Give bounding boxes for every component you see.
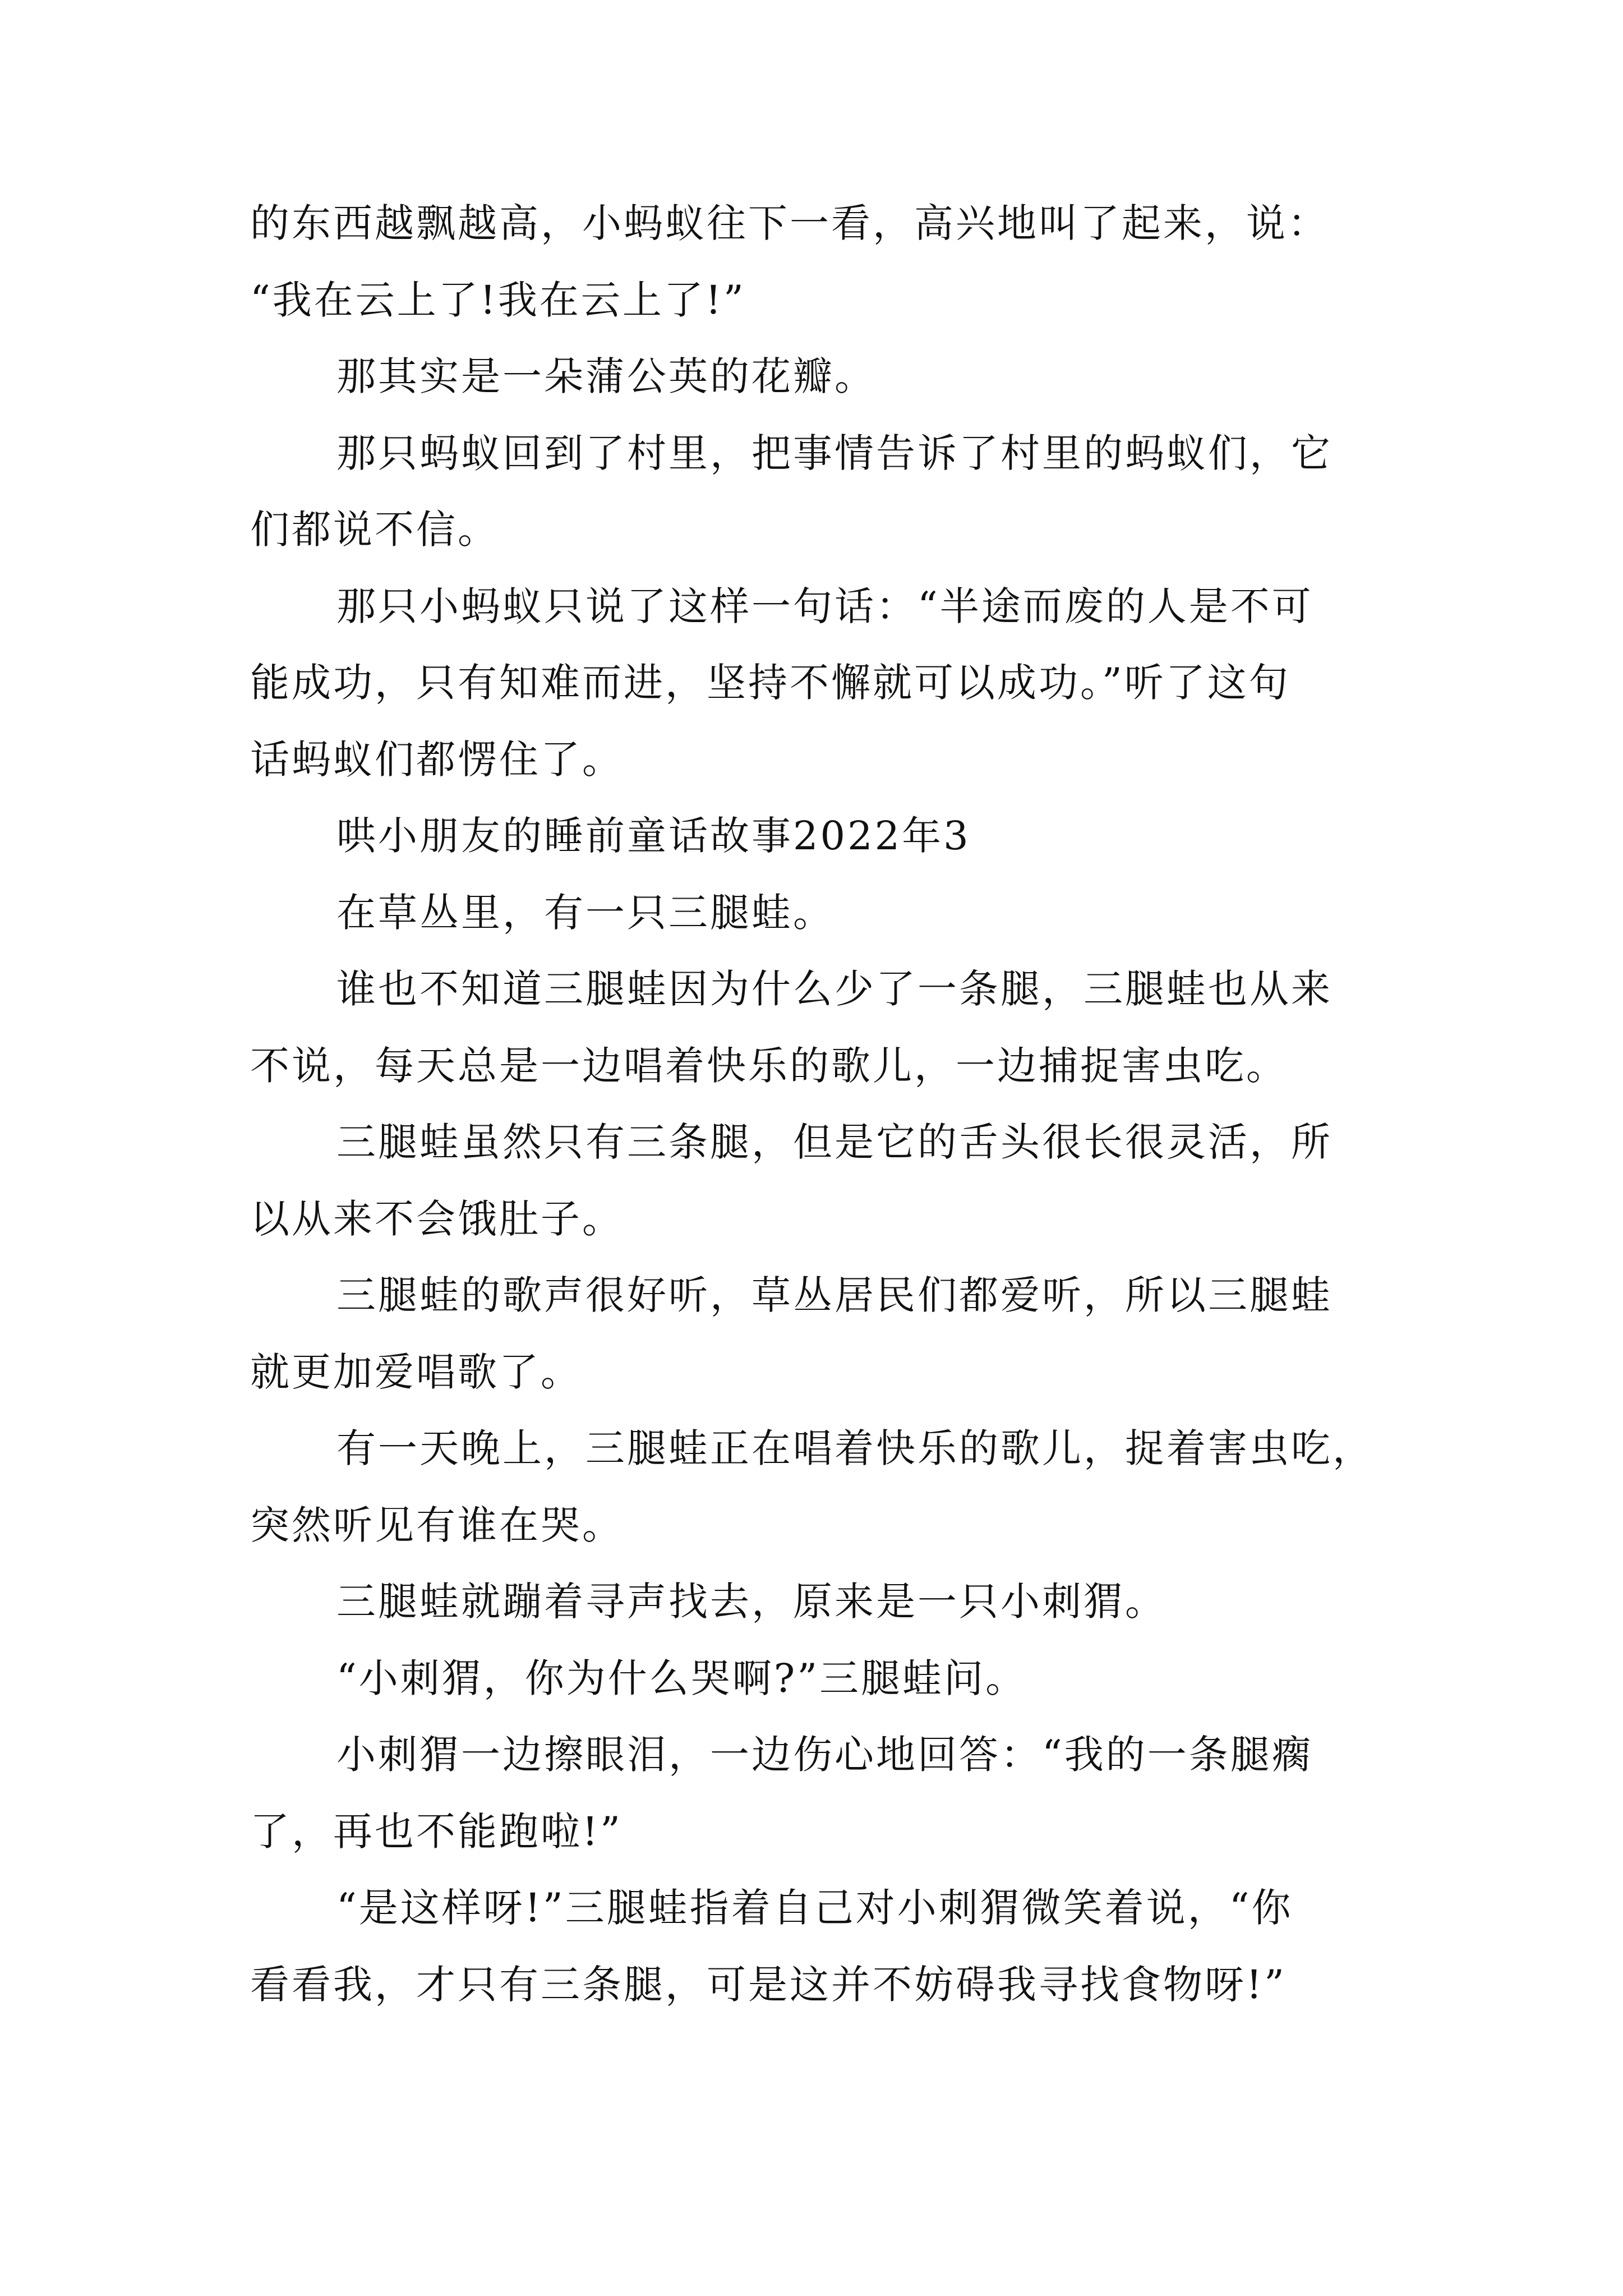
text-line: 的东西越飘越高，小蚂蚁往下一看，高兴地叫了起来，说： <box>250 200 1329 246</box>
text-line: “我在云上了!我在云上了!” <box>250 277 746 323</box>
text-line: 三腿蛙的歌声很好听，草丛居民们都爱听，所以三腿蛙 <box>336 1272 1332 1318</box>
text-line: 了，再也不能跑啦!” <box>250 1808 623 1855</box>
text-line: 看看我，才只有三条腿，可是这并不妨碍我寻找食物呀!” <box>250 1961 1287 2008</box>
text-line: 三腿蛙就蹦着寻声找去，原来是一只小刺猬。 <box>336 1579 1166 1625</box>
text-line: 那只小蚂蚁只说了这样一句话：“半途而废的人是不可 <box>336 583 1313 629</box>
text-line: 有一天晚上，三腿蛙正在唱着快乐的歌儿，捉着害虫吃， <box>336 1425 1374 1471</box>
text-line: 话蚂蚁们都愣住了。 <box>250 736 624 783</box>
text-line: 小刺猬一边擦眼泪，一边伤心地回答：“我的一条腿瘸 <box>336 1732 1313 1778</box>
text-line: 们都说不信。 <box>250 507 499 553</box>
text-line: 那其实是一朵蒲公英的花瓣。 <box>336 353 876 399</box>
text-line: 谁也不知道三腿蛙因为什么少了一条腿，三腿蛙也从来 <box>336 966 1332 1012</box>
text-line: 能成功，只有知难而进，坚持不懈就可以成功。”听了这句 <box>250 660 1290 706</box>
text-line: “小刺猬，你为什么哭啊?”三腿蛙问。 <box>336 1655 1027 1701</box>
text-line: 就更加爱唱歌了。 <box>250 1349 582 1395</box>
text-line: 那只蚂蚁回到了村里，把事情告诉了村里的蚂蚁们，它 <box>336 430 1332 476</box>
text-line: 三腿蛙虽然只有三条腿，但是它的舌头很长很灵活，所 <box>336 1119 1332 1165</box>
text-line: 在草丛里，有一只三腿蛙。 <box>336 889 834 936</box>
text-line: 突然听见有谁在哭。 <box>250 1502 624 1548</box>
text-line: 以从来不会饿肚子。 <box>250 1195 624 1242</box>
text-line: “是这样呀!”三腿蛙指着自己对小刺猬微笑着说，“你 <box>336 1885 1293 1931</box>
text-line: 哄小朋友的睡前童话故事2022年3 <box>336 813 971 859</box>
text-line: 不说，每天总是一边唱着快乐的歌儿，一边捕捉害虫吃。 <box>250 1042 1288 1089</box>
story-text-body <box>250 185 1377 2023</box>
